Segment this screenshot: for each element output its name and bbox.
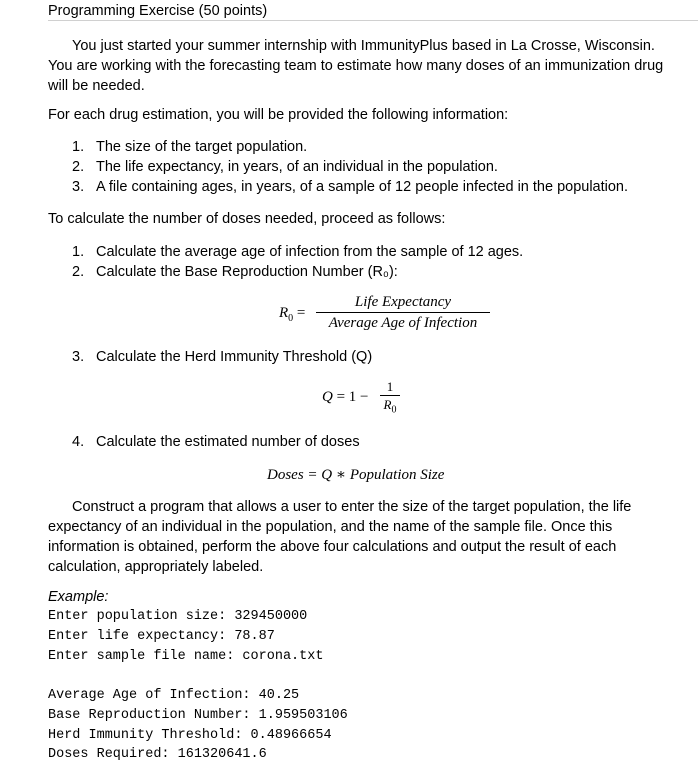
page-title: Programming Exercise (50 points): [48, 3, 268, 19]
calc-intro: To calculate the number of doses needed, proceed as follows:: [48, 211, 446, 227]
list-item: 2. The life expectancy, in years, of an individual in the population.: [72, 159, 498, 175]
construct-paragraph: Construct a program that allows a user to enter the size of the target population, the life expectancy of an individual in the population, and the name of the sample file. Once this information is obtained, perform the above four calculations and output the result of each calculation, appropriately labeled.: [48, 499, 632, 575]
formula-r0-lhs: $R_0$ =: [279, 305, 306, 324]
step-item: 1. Calculate the average age of infection from the sample of 12 ages.: [72, 244, 524, 260]
formula-q-fraction: $\frac{1}{R_0}$: [380, 379, 400, 420]
step-item: 2. Calculate the Base Reproduction Number (R₀):: [72, 264, 398, 280]
step-item: 3. Calculate the Herd Immunity Threshold (Q): [72, 349, 373, 365]
example-input-line: Enter sample file name: corona.txt: [48, 649, 324, 664]
example-output-line: Herd Immunity Threshold: 0.48966654: [48, 728, 332, 743]
example-output-line: Base Reproduction Number: 1.959503106: [48, 708, 348, 723]
example-output-line: Doses Required: 161320641.6: [48, 747, 267, 762]
list-item: 1. The size of the target population.: [72, 139, 308, 155]
list-item: 3. A file containing ages, in years, of a sample of 12 people infected in the population.: [72, 179, 629, 195]
formula-doses: Doses = Q ∗ Population Size: [267, 467, 445, 483]
example-output-line: Average Age of Infection: 40.25: [48, 688, 300, 703]
top-divider: [48, 20, 698, 21]
formula-q-lhs: Q = 1 −: [322, 389, 369, 405]
intro-paragraph: You just started your summer internship with ImmunityPlus based in La Crosse, Wisconsin. You are working with the forecasting team to estimate how many doses of an immunization drug will be needed.: [48, 38, 664, 94]
formula-r0-fraction: Life Expectancy Average Age of Infection: [316, 293, 490, 333]
example-input-line: Enter population size: 329450000: [48, 609, 308, 624]
example-input-line: Enter life expectancy: 78.87: [48, 629, 275, 644]
step-item: 4. Calculate the estimated number of doses: [72, 434, 360, 450]
info-intro: For each drug estimation, you will be provided the following information:: [48, 107, 509, 123]
example-label: Example:: [48, 589, 109, 605]
